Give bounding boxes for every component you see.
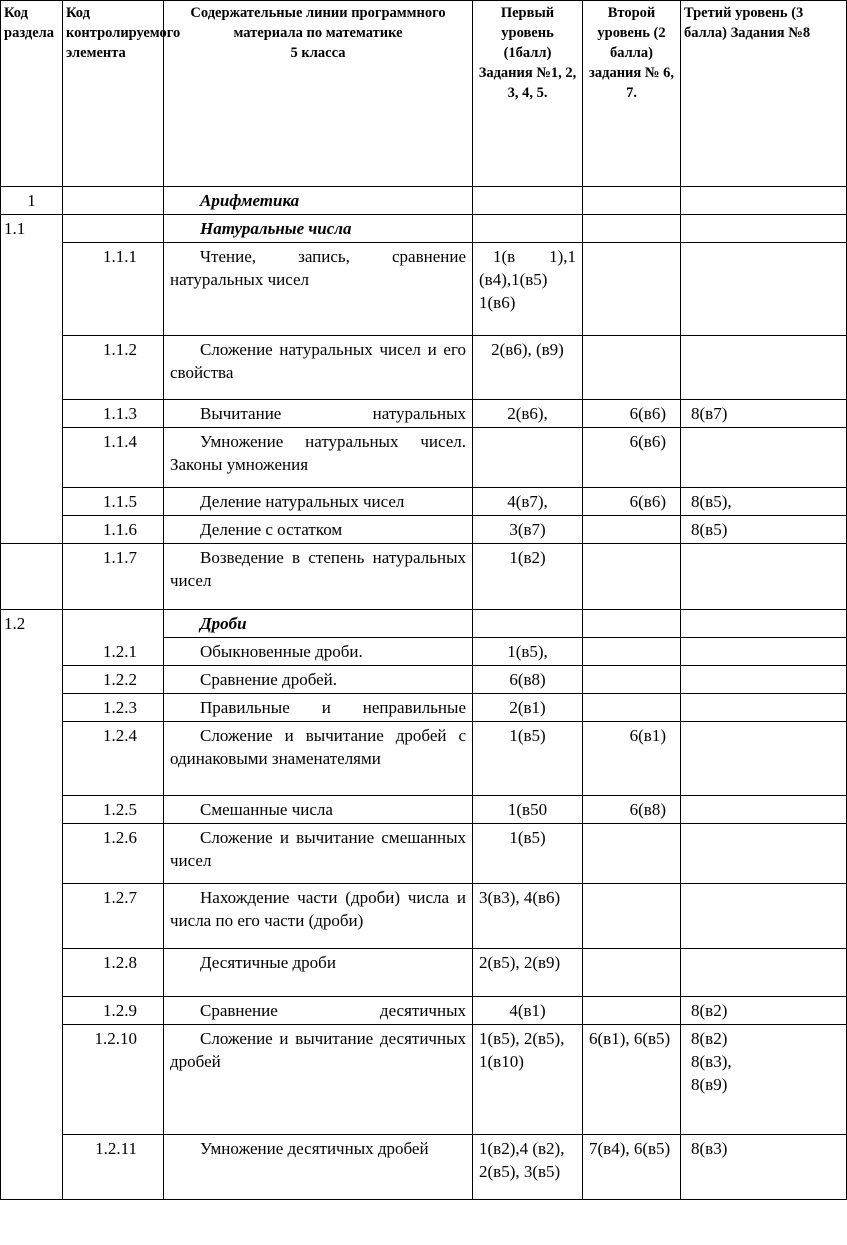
section-code-cell: [1, 722, 63, 796]
element-code-cell: [63, 187, 164, 215]
section-code-cell: [1, 243, 63, 336]
level-2-cell: 6(в6): [583, 488, 681, 516]
level-2-cell: [583, 824, 681, 884]
section-code-cell: [1, 997, 63, 1025]
level-1-cell: [473, 215, 583, 243]
section-code-cell: 1: [1, 187, 63, 215]
topic-cell: Сравнение десятичных: [164, 997, 473, 1025]
level-3-cell: 8(в5): [681, 516, 847, 544]
element-code-cell: 1.2.4: [63, 722, 164, 796]
section-code-cell: [1, 666, 63, 694]
level-2-cell: [583, 884, 681, 949]
level-2-cell: 6(в1): [583, 722, 681, 796]
section-code-cell: [1, 400, 63, 428]
header-section-code: Код раздела: [1, 1, 63, 187]
element-code-cell: 1.2.10: [63, 1025, 164, 1135]
level-2-cell: [583, 997, 681, 1025]
level-1-cell: 1(в2),4 (в2), 2(в5), 3(в5): [473, 1135, 583, 1200]
level-1-cell: 2(в6), (в9): [473, 336, 583, 400]
section-code-cell: [1, 544, 63, 610]
topic-heading: Дроби: [164, 610, 473, 638]
element-code-cell: [63, 610, 164, 638]
level-2-cell: [583, 666, 681, 694]
section-code-cell: [1, 796, 63, 824]
topic-cell: Сложение и вычитание дробей с одинаковыми знаменателями: [164, 722, 473, 796]
level-2-cell: 6(в6): [583, 400, 681, 428]
table-row: [1, 544, 847, 610]
level-2-cell: [583, 187, 681, 215]
level-1-cell: 1(в5): [473, 722, 583, 796]
table-row: [1, 428, 847, 488]
element-code-cell: 1.2.6: [63, 824, 164, 884]
level-3-cell: [681, 428, 847, 488]
table-row: [1, 243, 847, 336]
table-row: [1, 336, 847, 400]
element-code-cell: 1.1.6: [63, 516, 164, 544]
level-1-cell: 1(в2): [473, 544, 583, 610]
topic-heading: Арифметика: [164, 187, 473, 215]
table-row: [1, 516, 847, 544]
topic-cell: Обыкновенные дроби.: [164, 638, 473, 666]
topic-cell: Деление натуральных чисел: [164, 488, 473, 516]
level-2-cell: 6(в8): [583, 796, 681, 824]
section-code-cell: 1.2: [1, 610, 63, 638]
element-code-cell: 1.2.2: [63, 666, 164, 694]
level-2-cell: [583, 638, 681, 666]
table-row: [1, 694, 847, 722]
level-1-cell: 1(в 1),1 (в4),1(в5) 1(в6): [473, 243, 583, 336]
level-3-cell: [681, 215, 847, 243]
table-row: [1, 884, 847, 949]
level-3-cell: [681, 884, 847, 949]
topic-text: Нахождение части (дроби) числа и числа по его части (дроби): [170, 888, 466, 930]
table-row: [1, 666, 847, 694]
level-3-cell: [681, 722, 847, 796]
level-3-cell: 8(в2): [681, 997, 847, 1025]
section-code-cell: [1, 1135, 63, 1200]
level-1-cell: [473, 428, 583, 488]
header-level-3: Третий уровень (3 балла) Задания №8: [681, 1, 847, 187]
level-1-cell: 1(в5): [473, 824, 583, 884]
section-code-cell: 1.1: [1, 215, 63, 243]
section-code-cell: [1, 824, 63, 884]
topic-cell: Сложение и вычитание смешанных чисел: [164, 824, 473, 884]
header-level-2: Второй уровень (2 балла) задания № 6, 7.: [583, 1, 681, 187]
level-3-cell: [681, 336, 847, 400]
section-code-cell: [1, 949, 63, 997]
level-2-cell: [583, 336, 681, 400]
level-3-cell: 8(в3): [681, 1135, 847, 1200]
table-row: [1, 824, 847, 884]
level-1-cell: [473, 610, 583, 638]
section-code-cell: [1, 694, 63, 722]
topic-cell: Умножение натуральных чисел. Законы умножения: [164, 428, 473, 488]
section-code-cell: [1, 488, 63, 516]
level-3-cell: [681, 187, 847, 215]
header-level-1: Первый уровень (1балл) Задания №1, 2, 3, 4, 5.: [473, 1, 583, 187]
table-row: [1, 488, 847, 516]
topic-cell: Вычитание натуральных: [164, 400, 473, 428]
element-code-cell: 1.2.5: [63, 796, 164, 824]
level-2-cell: [583, 516, 681, 544]
topic-cell: Сравнение дробей.: [164, 666, 473, 694]
level-3-cell: 8(в5),: [681, 488, 847, 516]
level-1-cell: 1(в50: [473, 796, 583, 824]
level-1-cell: 2(в5), 2(в9): [473, 949, 583, 997]
level-3-cell: [681, 610, 847, 638]
topic-cell: Правильные и неправильные: [164, 694, 473, 722]
header-content-lines: Содержательные линии программного материала по математике 5 класса: [164, 1, 473, 187]
element-code-cell: 1.1.4: [63, 428, 164, 488]
table-row: [1, 1135, 847, 1200]
table-row: [1, 400, 847, 428]
header-element-code: Код контролируемого элемента: [63, 1, 164, 187]
level-1-cell: 3(в7): [473, 516, 583, 544]
element-code-cell: 1.2.9: [63, 997, 164, 1025]
level-2-cell: 6(в1), 6(в5): [583, 1025, 681, 1135]
level-3-cell: [681, 638, 847, 666]
table-row: [1, 638, 847, 666]
level-1-cell: 4(в1): [473, 997, 583, 1025]
topic-cell: Сложение и вычитание десятичных дробей: [164, 1025, 473, 1135]
level-1-cell: 3(в3), 4(в6): [473, 884, 583, 949]
element-code-cell: 1.1.2: [63, 336, 164, 400]
level-3-cell: 8(в2) 8(в3), 8(в9): [681, 1025, 847, 1135]
topic-cell: Смешанные числа: [164, 796, 473, 824]
level-2-cell: [583, 694, 681, 722]
level-3-cell: [681, 666, 847, 694]
level-2-cell: [583, 949, 681, 997]
element-code-cell: 1.1.3: [63, 400, 164, 428]
level-2-cell: 6(в6): [583, 428, 681, 488]
level-1-cell: 4(в7),: [473, 488, 583, 516]
level-3-cell: 8(в7): [681, 400, 847, 428]
element-code-cell: 1.1.1: [63, 243, 164, 336]
section-code-cell: [1, 884, 63, 949]
section-code-cell: [1, 336, 63, 400]
topic-cell: Деление с остатком: [164, 516, 473, 544]
topic-cell: Десятичные дроби: [164, 949, 473, 997]
element-code-cell: 1.2.1: [63, 638, 164, 666]
level-3-cell: [681, 243, 847, 336]
table-row: [1, 215, 847, 243]
section-code-cell: [1, 638, 63, 666]
level-1-cell: 6(в8): [473, 666, 583, 694]
table-row: [1, 187, 847, 215]
level-2-cell: 7(в4), 6(в5): [583, 1135, 681, 1200]
element-code-cell: 1.1.5: [63, 488, 164, 516]
table-row: [1, 796, 847, 824]
level-1-cell: [473, 187, 583, 215]
topic-cell: [164, 884, 473, 949]
table-row: [1, 722, 847, 796]
level-2-cell: [583, 215, 681, 243]
level-1-cell: 1(в5), 2(в5), 1(в10): [473, 1025, 583, 1135]
section-code-cell: [1, 1025, 63, 1135]
topic-cell: Возведение в степень натуральных чисел: [164, 544, 473, 610]
element-code-cell: 1.1.7: [63, 544, 164, 610]
level-1-cell: 2(в6),: [473, 400, 583, 428]
table-row: [1, 997, 847, 1025]
element-code-cell: 1.2.7: [63, 884, 164, 949]
level-3-cell: [681, 544, 847, 610]
level-3-cell: [681, 949, 847, 997]
section-code-cell: [1, 516, 63, 544]
topic-cell: Сложение натуральных чисел и его свойства: [164, 336, 473, 400]
table-row: [1, 610, 847, 638]
section-code-cell: [1, 428, 63, 488]
level-3-cell: [681, 796, 847, 824]
table-row: [1, 1025, 847, 1135]
level-2-cell: [583, 544, 681, 610]
topic-cell: Чтение, запись, сравнение натуральных чисел: [164, 243, 473, 336]
table-row: [1, 949, 847, 997]
element-code-cell: [63, 215, 164, 243]
level-2-cell: [583, 610, 681, 638]
header-row: [1, 1, 847, 187]
element-code-cell: 1.2.3: [63, 694, 164, 722]
level-1-cell: 1(в5),: [473, 638, 583, 666]
topic-cell: Умножение десятичных дробей: [164, 1135, 473, 1200]
level-3-cell: [681, 694, 847, 722]
level-1-cell: 2(в1): [473, 694, 583, 722]
level-3-cell: [681, 824, 847, 884]
topic-heading: Натуральные числа: [164, 215, 473, 243]
element-code-cell: 1.2.11: [63, 1135, 164, 1200]
level-2-cell: [583, 243, 681, 336]
element-code-cell: 1.2.8: [63, 949, 164, 997]
